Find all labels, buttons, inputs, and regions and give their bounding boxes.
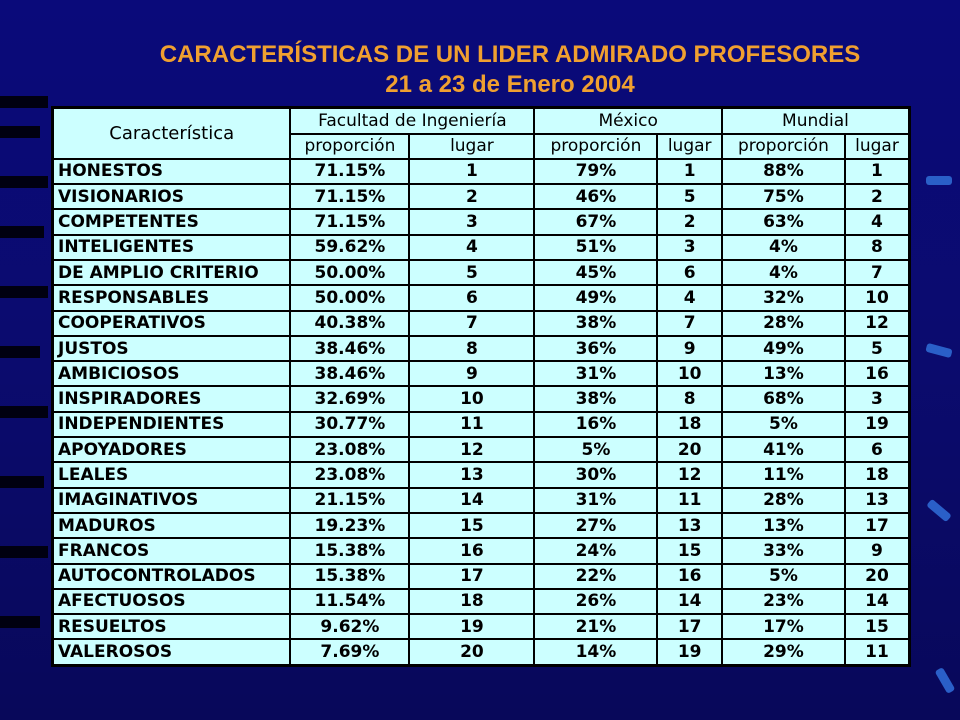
characteristic-cell: DE AMPLIO CRITERIO (53, 260, 291, 285)
mexico-proporcion-cell: 36% (534, 336, 657, 361)
mundial-lugar-cell: 16 (845, 361, 910, 386)
facultad-lugar-cell: 7 (409, 311, 534, 336)
header-row-groups (53, 108, 910, 134)
facultad-proporcion-cell: 15.38% (290, 564, 409, 589)
mundial-lugar-cell: 5 (845, 336, 910, 361)
mundial-proporcion-cell: 11% (722, 462, 845, 487)
facultad-proporcion-cell: 40.38% (290, 311, 409, 336)
characteristics-table (51, 106, 911, 667)
mexico-proporcion-cell: 14% (534, 639, 657, 665)
facultad-lugar-cell: 11 (409, 412, 534, 437)
mundial-proporcion-cell: 5% (722, 564, 845, 589)
facultad-lugar-cell: 6 (409, 285, 534, 310)
sub-header-proporcion: proporción (290, 134, 409, 159)
mundial-proporcion-cell: 4% (722, 235, 845, 260)
facultad-lugar-cell: 4 (409, 235, 534, 260)
facultad-proporcion-cell: 19.23% (290, 513, 409, 538)
facultad-lugar-cell: 2 (409, 184, 534, 209)
table-row (53, 437, 910, 462)
mexico-proporcion-cell: 67% (534, 209, 657, 234)
mundial-proporcion-cell: 49% (722, 336, 845, 361)
facultad-lugar-cell: 14 (409, 488, 534, 513)
facultad-lugar-cell: 20 (409, 639, 534, 665)
mundial-proporcion-cell: 13% (722, 513, 845, 538)
characteristic-cell: AMBICIOSOS (53, 361, 291, 386)
sub-header-lugar: lugar (409, 134, 534, 159)
facultad-lugar-cell: 16 (409, 538, 534, 563)
mundial-proporcion-cell: 68% (722, 386, 845, 411)
mundial-proporcion-cell: 4% (722, 260, 845, 285)
facultad-proporcion-cell: 32.69% (290, 386, 409, 411)
title-line-2: 21 a 23 de Enero 2004 (385, 71, 635, 98)
mundial-lugar-cell: 7 (845, 260, 910, 285)
table-row (53, 235, 910, 260)
table-row (53, 361, 910, 386)
table-row (53, 488, 910, 513)
sub-header-proporcion: proporción (534, 134, 657, 159)
mexico-lugar-cell: 2 (657, 209, 722, 234)
table-row (53, 538, 910, 563)
mundial-proporcion-cell: 32% (722, 285, 845, 310)
facultad-lugar-cell: 13 (409, 462, 534, 487)
mexico-proporcion-cell: 27% (534, 513, 657, 538)
facultad-lugar-cell: 9 (409, 361, 534, 386)
facultad-proporcion-cell: 50.00% (290, 285, 409, 310)
facultad-proporcion-cell: 50.00% (290, 260, 409, 285)
mexico-lugar-cell: 1 (657, 159, 722, 184)
mundial-proporcion-cell: 28% (722, 488, 845, 513)
mundial-lugar-cell: 4 (845, 209, 910, 234)
characteristic-cell: INTELIGENTES (53, 235, 291, 260)
table-row (53, 159, 910, 184)
mundial-lugar-cell: 11 (845, 639, 910, 665)
sub-header-lugar: lugar (845, 134, 910, 159)
characteristic-cell: COMPETENTES (53, 209, 291, 234)
mundial-proporcion-cell: 28% (722, 311, 845, 336)
facultad-lugar-cell: 17 (409, 564, 534, 589)
mexico-lugar-cell: 9 (657, 336, 722, 361)
header-characteristic: Característica (53, 108, 291, 159)
characteristic-cell: RESUELTOS (53, 614, 291, 639)
facultad-proporcion-cell: 38.46% (290, 336, 409, 361)
mexico-lugar-cell: 3 (657, 235, 722, 260)
facultad-proporcion-cell: 71.15% (290, 184, 409, 209)
mexico-lugar-cell: 18 (657, 412, 722, 437)
mexico-proporcion-cell: 38% (534, 386, 657, 411)
table-row (53, 614, 910, 639)
facultad-lugar-cell: 8 (409, 336, 534, 361)
mexico-proporcion-cell: 79% (534, 159, 657, 184)
mexico-lugar-cell: 17 (657, 614, 722, 639)
title-line-1: CARACTERÍSTICAS DE UN LIDER ADMIRADO PROFESORES (159, 41, 861, 68)
facultad-lugar-cell: 10 (409, 386, 534, 411)
characteristic-cell: JUSTOS (53, 336, 291, 361)
mexico-lugar-cell: 5 (657, 184, 722, 209)
page-title (0, 40, 960, 100)
mundial-lugar-cell: 17 (845, 513, 910, 538)
facultad-proporcion-cell: 9.62% (290, 614, 409, 639)
mexico-proporcion-cell: 30% (534, 462, 657, 487)
mexico-proporcion-cell: 21% (534, 614, 657, 639)
table-row (53, 462, 910, 487)
sub-header-lugar: lugar (657, 134, 722, 159)
mundial-lugar-cell: 13 (845, 488, 910, 513)
mundial-proporcion-cell: 75% (722, 184, 845, 209)
mundial-lugar-cell: 10 (845, 285, 910, 310)
header-group-mexico: México (534, 108, 722, 134)
characteristic-cell: AUTOCONTROLADOS (53, 564, 291, 589)
table-row (53, 311, 910, 336)
facultad-proporcion-cell: 59.62% (290, 235, 409, 260)
facultad-proporcion-cell: 23.08% (290, 437, 409, 462)
facultad-lugar-cell: 1 (409, 159, 534, 184)
mexico-proporcion-cell: 31% (534, 488, 657, 513)
mexico-proporcion-cell: 38% (534, 311, 657, 336)
mundial-proporcion-cell: 33% (722, 538, 845, 563)
mundial-proporcion-cell: 5% (722, 412, 845, 437)
table-row (53, 386, 910, 411)
mexico-lugar-cell: 7 (657, 311, 722, 336)
mexico-lugar-cell: 19 (657, 639, 722, 665)
mundial-proporcion-cell: 13% (722, 361, 845, 386)
characteristic-cell: INDEPENDIENTES (53, 412, 291, 437)
table-row (53, 336, 910, 361)
table-row (53, 513, 910, 538)
mexico-proporcion-cell: 16% (534, 412, 657, 437)
mexico-proporcion-cell: 51% (534, 235, 657, 260)
mexico-lugar-cell: 14 (657, 589, 722, 614)
facultad-proporcion-cell: 11.54% (290, 589, 409, 614)
facultad-proporcion-cell: 71.15% (290, 209, 409, 234)
characteristic-cell: MADUROS (53, 513, 291, 538)
mexico-lugar-cell: 10 (657, 361, 722, 386)
facultad-lugar-cell: 15 (409, 513, 534, 538)
facultad-lugar-cell: 19 (409, 614, 534, 639)
facultad-lugar-cell: 5 (409, 260, 534, 285)
mexico-lugar-cell: 12 (657, 462, 722, 487)
mundial-lugar-cell: 8 (845, 235, 910, 260)
mexico-lugar-cell: 11 (657, 488, 722, 513)
mexico-proporcion-cell: 26% (534, 589, 657, 614)
mundial-lugar-cell: 20 (845, 564, 910, 589)
facultad-proporcion-cell: 7.69% (290, 639, 409, 665)
characteristic-cell: APOYADORES (53, 437, 291, 462)
characteristic-cell: RESPONSABLES (53, 285, 291, 310)
header-group-facultad: Facultad de Ingeniería (290, 108, 534, 134)
mundial-lugar-cell: 12 (845, 311, 910, 336)
characteristic-cell: LEALES (53, 462, 291, 487)
characteristic-cell: FRANCOS (53, 538, 291, 563)
header-group-mundial: Mundial (722, 108, 910, 134)
mundial-lugar-cell: 19 (845, 412, 910, 437)
characteristic-cell: COOPERATIVOS (53, 311, 291, 336)
mexico-lugar-cell: 8 (657, 386, 722, 411)
table-row (53, 184, 910, 209)
table-row (53, 564, 910, 589)
mundial-lugar-cell: 18 (845, 462, 910, 487)
mundial-lugar-cell: 15 (845, 614, 910, 639)
mexico-proporcion-cell: 31% (534, 361, 657, 386)
table-row (53, 285, 910, 310)
mundial-lugar-cell: 6 (845, 437, 910, 462)
facultad-proporcion-cell: 30.77% (290, 412, 409, 437)
facultad-proporcion-cell: 38.46% (290, 361, 409, 386)
table-row (53, 639, 910, 665)
characteristic-cell: VISIONARIOS (53, 184, 291, 209)
characteristic-cell: VALEROSOS (53, 639, 291, 665)
mundial-proporcion-cell: 17% (722, 614, 845, 639)
mundial-proporcion-cell: 41% (722, 437, 845, 462)
mundial-proporcion-cell: 88% (722, 159, 845, 184)
mundial-proporcion-cell: 23% (722, 589, 845, 614)
table-row (53, 260, 910, 285)
mexico-lugar-cell: 13 (657, 513, 722, 538)
mundial-lugar-cell: 1 (845, 159, 910, 184)
facultad-lugar-cell: 3 (409, 209, 534, 234)
mundial-lugar-cell: 9 (845, 538, 910, 563)
facultad-proporcion-cell: 15.38% (290, 538, 409, 563)
characteristic-cell: AFECTUOSOS (53, 589, 291, 614)
mexico-lugar-cell: 15 (657, 538, 722, 563)
characteristic-cell: HONESTOS (53, 159, 291, 184)
sub-header-proporcion: proporción (722, 134, 845, 159)
mexico-proporcion-cell: 24% (534, 538, 657, 563)
mundial-lugar-cell: 2 (845, 184, 910, 209)
facultad-lugar-cell: 18 (409, 589, 534, 614)
table-row (53, 209, 910, 234)
mexico-proporcion-cell: 5% (534, 437, 657, 462)
mundial-proporcion-cell: 29% (722, 639, 845, 665)
facultad-proporcion-cell: 21.15% (290, 488, 409, 513)
mundial-proporcion-cell: 63% (722, 209, 845, 234)
mexico-proporcion-cell: 45% (534, 260, 657, 285)
mexico-lugar-cell: 6 (657, 260, 722, 285)
characteristic-cell: INSPIRADORES (53, 386, 291, 411)
table-row (53, 412, 910, 437)
mexico-lugar-cell: 4 (657, 285, 722, 310)
mundial-lugar-cell: 14 (845, 589, 910, 614)
facultad-lugar-cell: 12 (409, 437, 534, 462)
facultad-proporcion-cell: 23.08% (290, 462, 409, 487)
characteristic-cell: IMAGINATIVOS (53, 488, 291, 513)
table-row (53, 589, 910, 614)
mexico-proporcion-cell: 49% (534, 285, 657, 310)
mexico-proporcion-cell: 22% (534, 564, 657, 589)
mundial-lugar-cell: 3 (845, 386, 910, 411)
mexico-lugar-cell: 20 (657, 437, 722, 462)
mexico-proporcion-cell: 46% (534, 184, 657, 209)
facultad-proporcion-cell: 71.15% (290, 159, 409, 184)
mexico-lugar-cell: 16 (657, 564, 722, 589)
